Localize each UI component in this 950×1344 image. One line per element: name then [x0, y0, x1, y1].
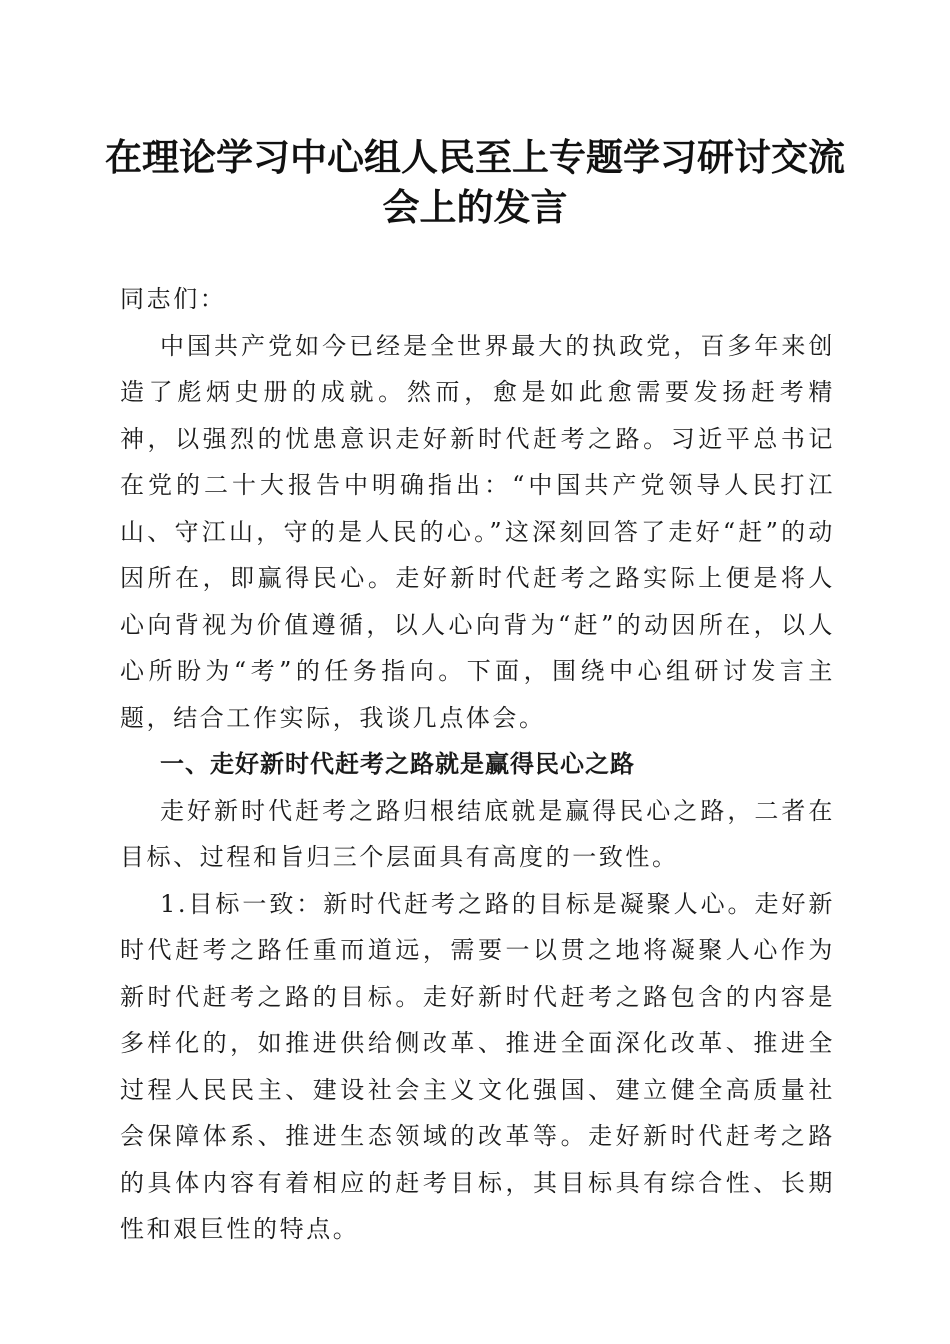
paragraph-section-1: 走好新时代赶考之路归根结底就是赢得民心之路，二者在目标、过程和旨归三个层面具有高度的一致性。: [120, 796, 835, 871]
document-body: [120, 276, 835, 1253]
paragraph-intro: 中国共产党如今已经是全世界最大的执政党，百多年来创造了彪炳史册的成就。然而，愈是如此愈需要发扬赶考精神，以强烈的忧患意识走好新时代赶考之路。习近平总书记在党的二十大报告中明确指出：“中国共产党领导人民打江山、守江山，守的是人民的心。”这深刻回答了走好“赶”的动因所在，即赢得民心。走好新时代赶考之路实际上便是将人心向背视为价值遵循，以人心向背为“赶”的动因所在，以人心所盼为“考”的任务指向。下面，围绕中心组研讨发言主题，结合工作实际，我谈几点体会。: [120, 331, 835, 732]
title-line-2: 会上的发言: [382, 185, 568, 229]
salutation: 同志们：: [120, 285, 227, 313]
paragraph-point-1: 1.目标一致：新时代赶考之路的目标是凝聚人心。走好新时代赶考之路任重而道远，需要一以贯之地将凝聚人心作为新时代赶考之路的目标。走好新时代赶考之路包含的内容是多样化的，如推进供给侧改革、推进全面深化改革、推进全过程人民民主、建设社会主义文化强国、建立健全高质量社会保障体系、推进生态领域的改革等。走好新时代赶考之路的具体内容有着相应的赶考目标，其目标具有综合性、长期性和艰巨性的特点。: [120, 889, 835, 1243]
document-title: [80, 132, 870, 232]
title-line-1: 在理论学习中心组人民至上专题学习研讨交流: [105, 135, 845, 179]
section-heading-1: 一、走好新时代赶考之路就是赢得民心之路: [160, 750, 635, 778]
